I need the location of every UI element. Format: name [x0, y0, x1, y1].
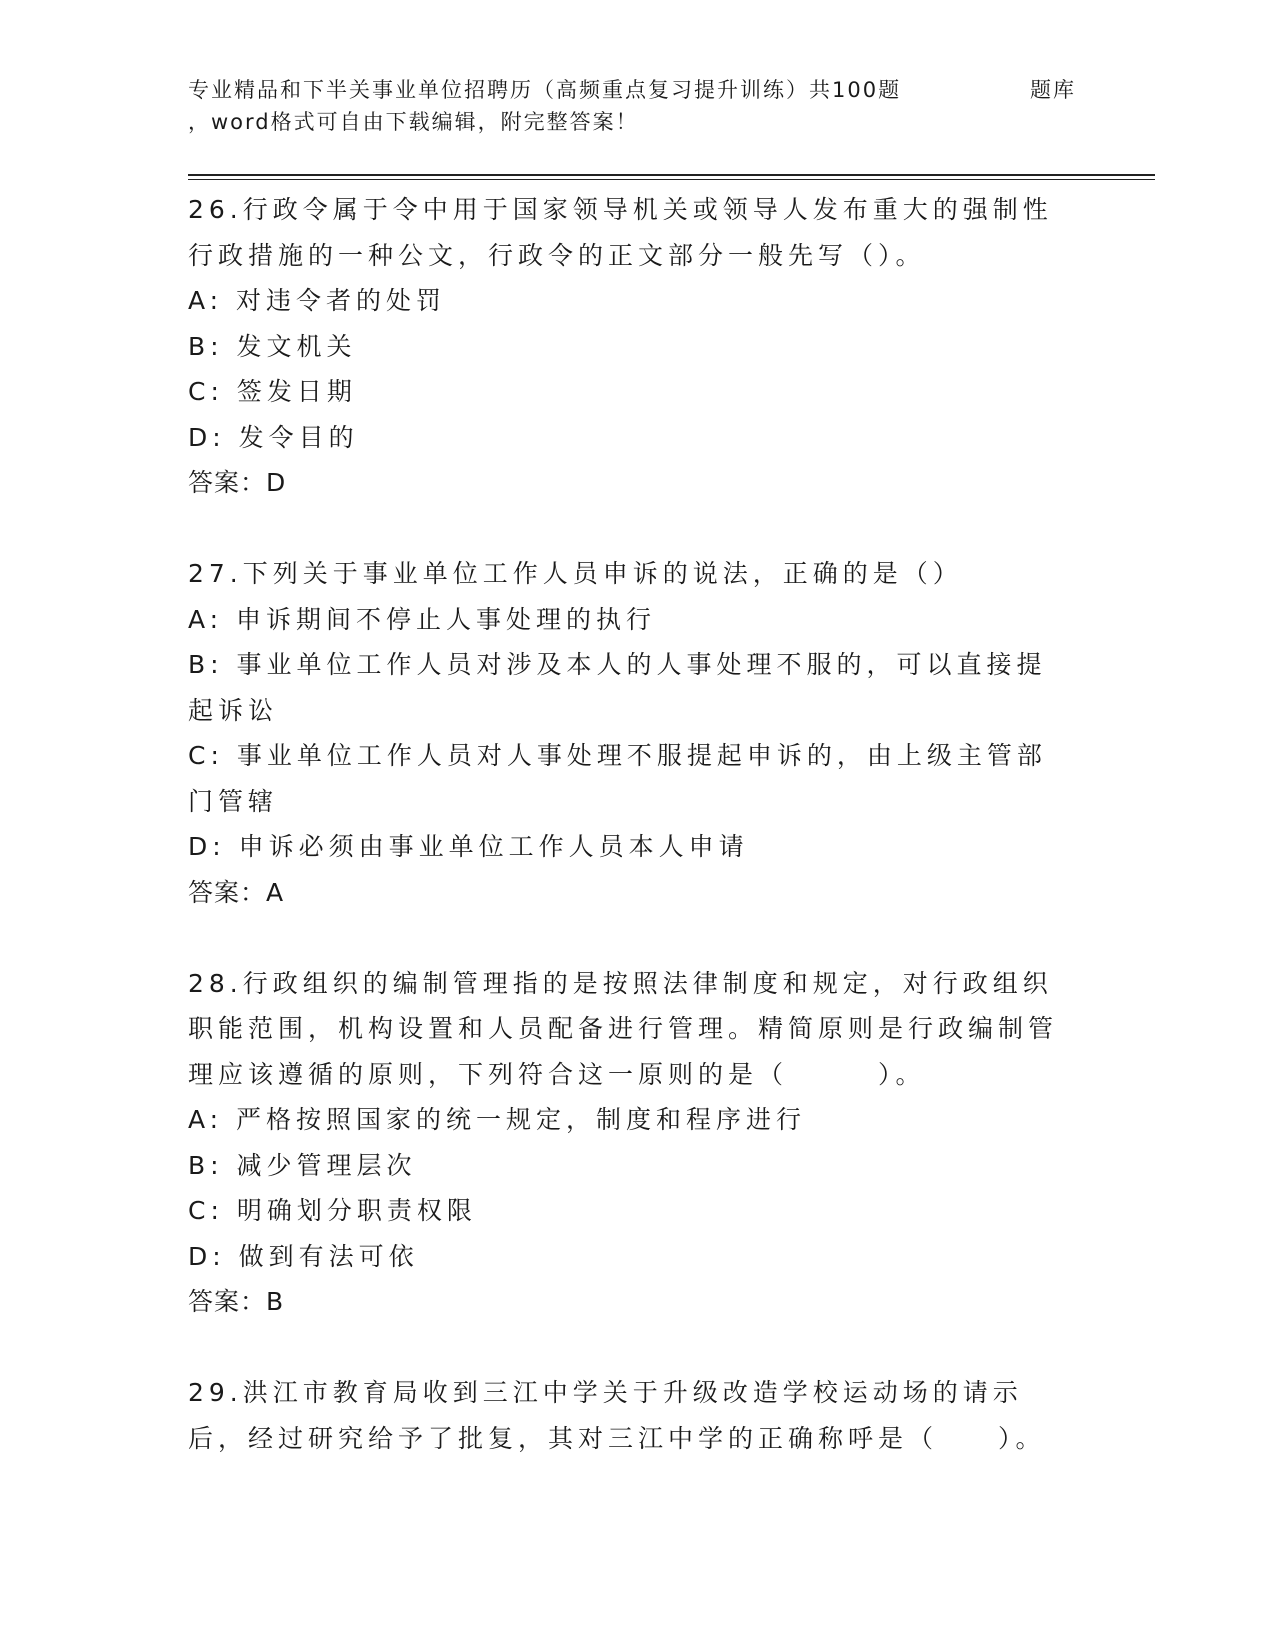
header-divider-thin [188, 179, 1155, 180]
question-stem: 27.下列关于事业单位工作人员申诉的说法，正确的是（） [188, 559, 963, 588]
option-a: A: 严格按照国家的统一规定，制度和程序进行 [188, 1105, 807, 1134]
header-line-1 [188, 74, 1088, 106]
question-stem: 29.洪江市教育局收到三江中学关于升级改造学校运动场的请示后，经过研究给予了批复，其对三江中学的正确称呼是（ ）。 [188, 1378, 1046, 1453]
question-stem: 26.行政令属于令中用于国家领导机关或领导人发布重大的强制性行政措施的一种公文，行政令的正文部分一般先写（）。 [188, 195, 1053, 270]
option-a: A: 对违令者的处罚 [188, 286, 447, 315]
answer: 答案：A [188, 877, 285, 907]
header-divider-thick [188, 174, 1155, 176]
header-subtitle: ，word格式可自由下载编辑，附完整答案！ [188, 110, 639, 134]
option-d: D: 申诉必须由事业单位工作人员本人申请 [188, 832, 749, 861]
header-title: 专业精品和下半关事业单位招聘历（高频重点复习提升训练）共100题 [188, 78, 902, 102]
option-b: B: 减少管理层次 [188, 1150, 417, 1180]
question-28 [188, 961, 1068, 1325]
option-c: C: 明确划分职责权限 [188, 1196, 477, 1225]
answer: 答案：D [188, 468, 287, 497]
question-29 [188, 1370, 1068, 1461]
answer: 答案：B [188, 1287, 285, 1316]
option-b: B: 事业单位工作人员对涉及本人的人事处理不服的，可以直接提起诉讼 [188, 650, 1047, 725]
header-right-label: 题库 [1030, 78, 1076, 102]
page-header [188, 74, 1088, 138]
option-d: D: 发令目的 [188, 422, 359, 452]
option-d: D: 做到有法可依 [188, 1241, 419, 1271]
option-c: C: 签发日期 [188, 377, 357, 406]
option-c: C: 事业单位工作人员对人事处理不服提起申诉的，由上级主管部门管辖 [188, 741, 1047, 816]
question-27 [188, 551, 1068, 915]
option-a: A: 申诉期间不停止人事处理的执行 [188, 604, 657, 634]
question-list [188, 187, 1068, 1461]
question-stem: 28.行政组织的编制管理指的是按照法律制度和规定，对行政组织职能范围，机构设置和人员配备进行管理。精简原则是行政编制管理应该遵循的原则，下列符合这一原则的是（ ）。 [188, 968, 1059, 1089]
option-b: B: 发文机关 [188, 331, 357, 361]
question-26 [188, 187, 1068, 506]
